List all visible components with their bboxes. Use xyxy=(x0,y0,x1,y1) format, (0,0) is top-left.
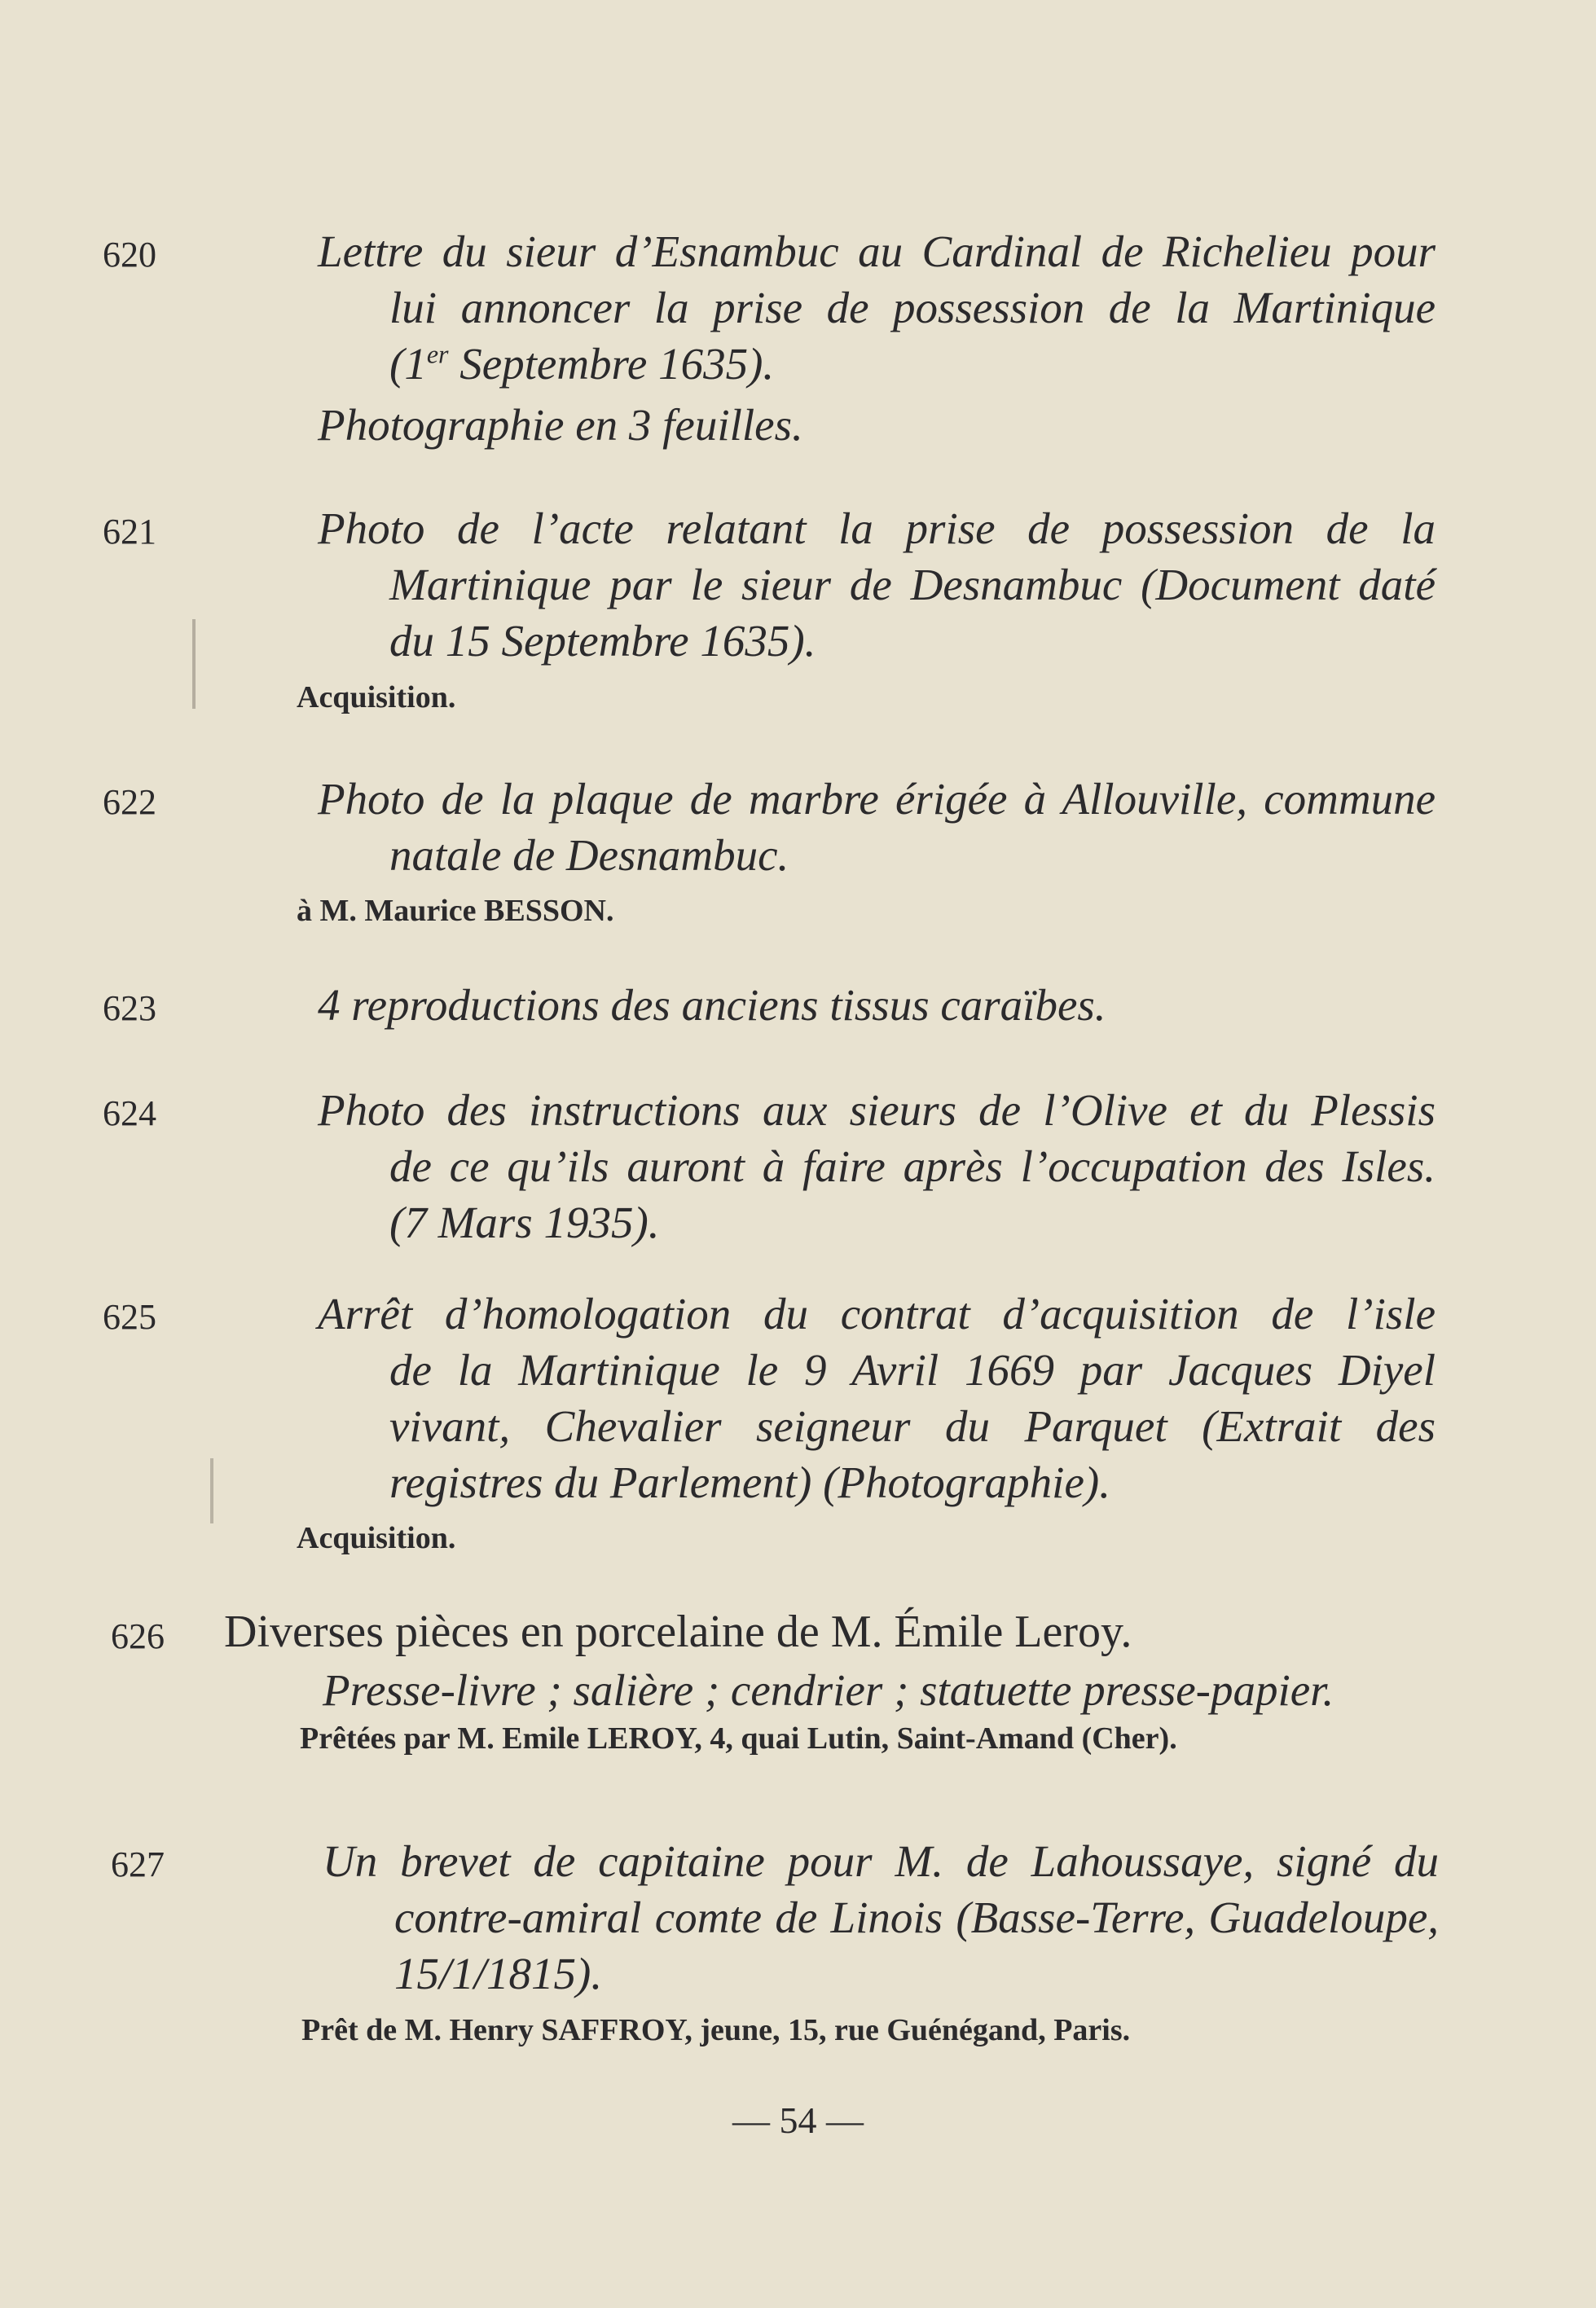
description-line: Photo de l’acte relatant la prise de possession de la xyxy=(318,503,1436,553)
entry-note: Prêt de M. Henry SAFFROY, jeune, 15, rue Guénégand, Paris. xyxy=(301,2013,1131,2047)
entry-number: 624 xyxy=(103,1093,156,1133)
description-line: Photo des instructions aux sieurs de l’Olive et du Plessis xyxy=(318,1085,1436,1135)
description-line: registres du Parlement) (Photographie). xyxy=(389,1457,1110,1507)
description-line: natale de Desnambuc. xyxy=(389,830,789,880)
entry-note: à M. Maurice BESSON. xyxy=(297,894,614,928)
description-line: Presse-livre ; salière ; cendrier ; statuette presse-papier. xyxy=(323,1665,1334,1715)
entry-description xyxy=(323,1833,1439,2002)
description-line: Lettre du sieur d’Esnambuc au Cardinal de Richelieu pour xyxy=(318,226,1436,276)
entry-description xyxy=(318,500,1436,669)
description-line: Martinique par le sieur de Desnambuc (Document daté xyxy=(389,560,1436,609)
entry-description xyxy=(318,1082,1436,1251)
entry-number: 621 xyxy=(103,512,156,552)
entry-number: 625 xyxy=(103,1297,156,1337)
entry-subline: Photographie en 3 feuilles. xyxy=(318,400,803,450)
entry-note: Acquisition. xyxy=(297,1521,456,1555)
entry-description xyxy=(318,1286,1436,1510)
description-line: (7 Mars 1935). xyxy=(389,1198,660,1247)
entry-note: Prêtées par M. Emile LEROY, 4, quai Lutin, Saint-Amand (Cher). xyxy=(300,1721,1177,1756)
description-line: vivant, Chevalier seigneur du Parquet (Extrait des xyxy=(389,1401,1436,1451)
date-prefix: (1 xyxy=(389,339,427,389)
entry-number: 626 xyxy=(111,1616,165,1656)
description-line: Arrêt d’homologation du contrat d’acquisition de l’isle xyxy=(318,1289,1436,1339)
entry-number: 620 xyxy=(103,235,156,275)
description-line: du 15 Septembre 1635). xyxy=(389,616,816,666)
entry-number: 627 xyxy=(111,1844,165,1884)
entry-description xyxy=(318,977,1436,1033)
page-number: — 54 — xyxy=(732,2099,864,2141)
description-line: de ce qu’ils auront à faire après l’occupation des Isles. xyxy=(389,1141,1436,1191)
date-text: Septembre 1635). xyxy=(459,339,775,389)
entry-description xyxy=(323,1662,1392,1718)
entry-number: 623 xyxy=(103,988,156,1028)
description-line: Photo de la plaque de marbre érigée à Allouville, commune xyxy=(318,774,1436,824)
description-line xyxy=(318,336,1436,392)
description-line: 4 reproductions des anciens tissus caraïbes. xyxy=(318,980,1106,1030)
entry-number: 622 xyxy=(103,782,156,822)
scan-mark xyxy=(192,619,196,709)
scan-mark xyxy=(210,1458,213,1523)
description-line: Un brevet de capitaine pour M. de Lahoussaye, signé du xyxy=(323,1836,1439,1886)
entry-description xyxy=(318,771,1436,883)
entry-note: Acquisition. xyxy=(297,680,456,714)
ordinal-superscript: er xyxy=(426,339,449,369)
description-line: contre-amiral comte de Linois (Basse-Terre, Guadeloupe, xyxy=(394,1893,1439,1942)
description-line: de la Martinique le 9 Avril 1669 par Jacques Diyel xyxy=(389,1345,1436,1395)
description-line: 15/1/1815). xyxy=(394,1949,603,1998)
entry-description xyxy=(318,223,1436,453)
entry-title: Diverses pièces en porcelaine de M. Émile Leroy. xyxy=(224,1607,1132,1657)
description-line: lui annoncer la prise de possession de la Martinique xyxy=(389,283,1436,332)
